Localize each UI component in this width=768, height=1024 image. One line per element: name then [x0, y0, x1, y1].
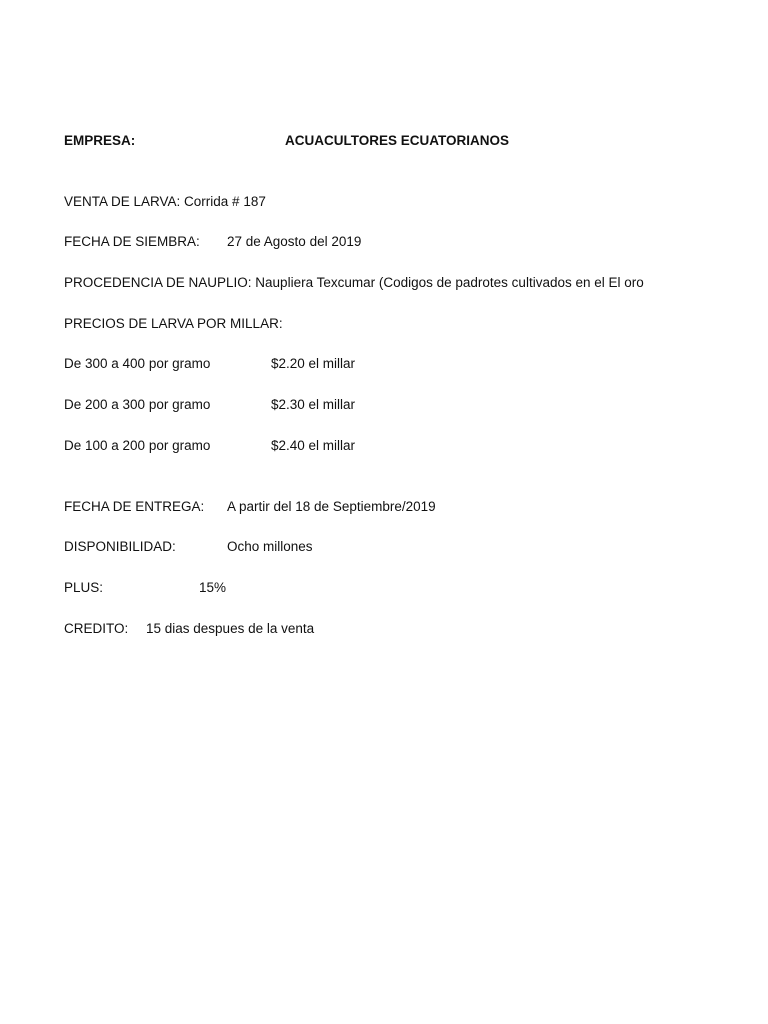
- plus-label: PLUS:: [64, 580, 104, 595]
- delivery-value: A partir del 18 de Septiembre/2019: [227, 499, 436, 514]
- sowing-value: 27 de Agosto del 2019: [227, 234, 362, 249]
- price-value: $2.40 el millar: [271, 438, 356, 453]
- availability-value: Ocho millones: [227, 539, 313, 554]
- price-range: De 100 a 200 por gramo: [64, 438, 211, 453]
- delivery-label: FECHA DE ENTREGA:: [64, 499, 205, 514]
- origin-line: PROCEDENCIA DE NAUPLIO: Naupliera Texcumar (Codigos de padrotes cultivados en el El oro: [64, 275, 644, 290]
- credit-label: CREDITO:: [64, 621, 129, 636]
- company-label: EMPRESA:: [64, 133, 136, 148]
- plus-value: 15%: [199, 580, 227, 595]
- price-value: $2.30 el millar: [271, 397, 356, 412]
- sowing-label: FECHA DE SIEMBRA:: [64, 234, 200, 249]
- credit-value: 15 dias despues de la venta: [146, 621, 315, 636]
- availability-label: DISPONIBILIDAD:: [64, 539, 176, 554]
- price-range: De 300 a 400 por gramo: [64, 356, 211, 371]
- company-name: ACUACULTORES ECUATORIANOS: [285, 133, 510, 148]
- price-value: $2.20 el millar: [271, 356, 356, 371]
- prices-heading: PRECIOS DE LARVA POR MILLAR:: [64, 316, 283, 331]
- price-range: De 200 a 300 por gramo: [64, 397, 211, 412]
- sale-line: VENTA DE LARVA: Corrida # 187: [64, 194, 266, 209]
